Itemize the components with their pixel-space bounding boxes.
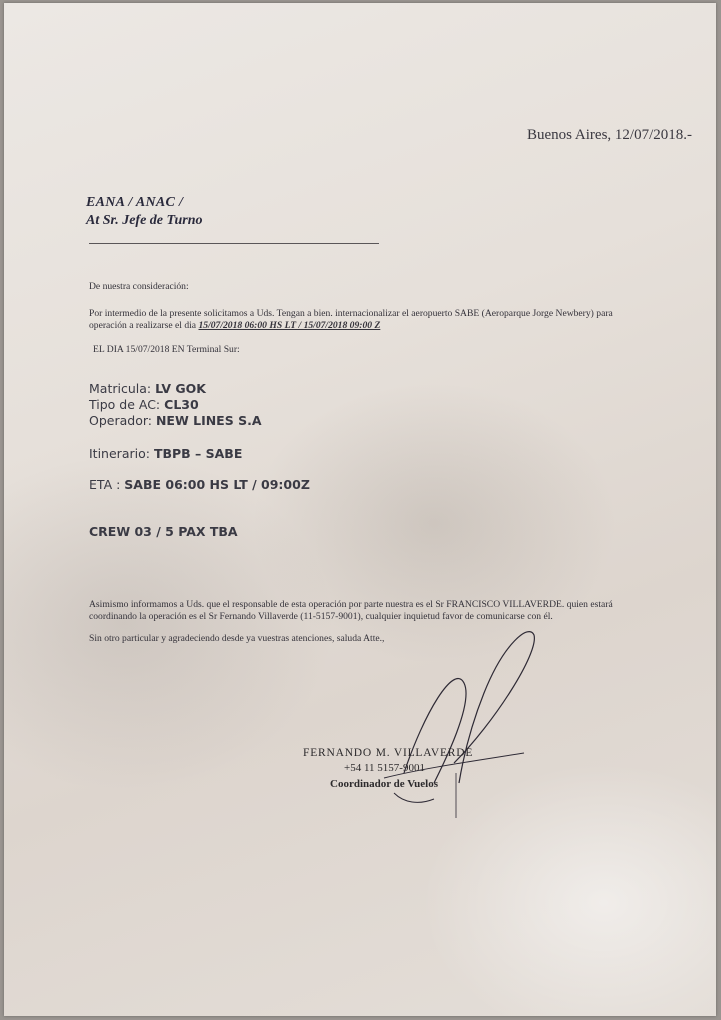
signatory-title: Coordinador de Vuelos bbox=[330, 778, 438, 790]
tipo-value: CL30 bbox=[164, 397, 199, 412]
signatory-phone: +54 11 5157-9001 bbox=[344, 762, 425, 774]
farewell-line: Sin otro particular y agradeciendo desde ya vuestras atenciones, saluda Atte., bbox=[89, 633, 385, 644]
operador-row bbox=[89, 413, 262, 428]
recipient-line-2: At Sr. Jefe de Turno bbox=[86, 213, 203, 228]
signature-stroke-2 bbox=[454, 632, 534, 783]
signatory-name: FERNANDO M. VILLAVERDE bbox=[303, 747, 474, 759]
recipient-underline bbox=[89, 243, 379, 244]
itinerario-row bbox=[89, 446, 242, 461]
body-line-2 bbox=[89, 320, 380, 331]
eta-label: ETA : bbox=[89, 477, 121, 492]
body-line-1: Por intermedio de la presente solicitamos a Uds. Tengan a bien. internacionalizar el aeropuerto SABE (Aeroparque Jorge Newbery) para bbox=[89, 308, 613, 319]
info-line-1: Asimismo informamos a Uds. que el responsable de esta operación por parte nuestra es el Sr FRANCISCO VILLAVERDE. quien estará bbox=[89, 599, 613, 610]
info-line-2: coordinando la operación es el Sr Fernando Villaverde (11-5157-9001), cualquier inquietud favor de comunicarse con él. bbox=[89, 611, 553, 622]
tipo-label: Tipo de AC: bbox=[89, 397, 161, 412]
body-line-2-prefix: operación a realizarse el dia bbox=[89, 320, 197, 331]
matricula-value: LV GOK bbox=[155, 381, 206, 396]
itinerario-value: TBPB – SABE bbox=[153, 446, 243, 461]
matricula-row bbox=[89, 381, 206, 396]
handwritten-signature bbox=[364, 623, 564, 823]
operador-value: NEW LINES S.A bbox=[155, 413, 262, 428]
eta-value: SABE 06:00 HS LT / 09:00Z bbox=[124, 477, 310, 492]
greeting: De nuestra consideración: bbox=[89, 281, 189, 292]
itinerario-label: Itinerario: bbox=[89, 446, 150, 461]
tipo-row bbox=[89, 397, 199, 412]
eta-row bbox=[89, 477, 310, 492]
letter-page bbox=[4, 3, 716, 1016]
terminal-line: EL DIA 15/07/2018 EN Terminal Sur: bbox=[93, 344, 240, 355]
recipient-line-1: EANA / ANAC / bbox=[86, 195, 184, 210]
crew-line: CREW 03 / 5 PAX TBA bbox=[89, 524, 238, 539]
operation-datetime: 15/07/2018 06:00 HS LT / 15/07/2018 09:00 Z bbox=[198, 320, 381, 331]
date-line: Buenos Aires, 12/07/2018.- bbox=[527, 127, 692, 143]
operador-label: Operador: bbox=[89, 413, 152, 428]
signature-stroke-4 bbox=[394, 793, 434, 802]
matricula-label: Matricula: bbox=[89, 381, 152, 396]
